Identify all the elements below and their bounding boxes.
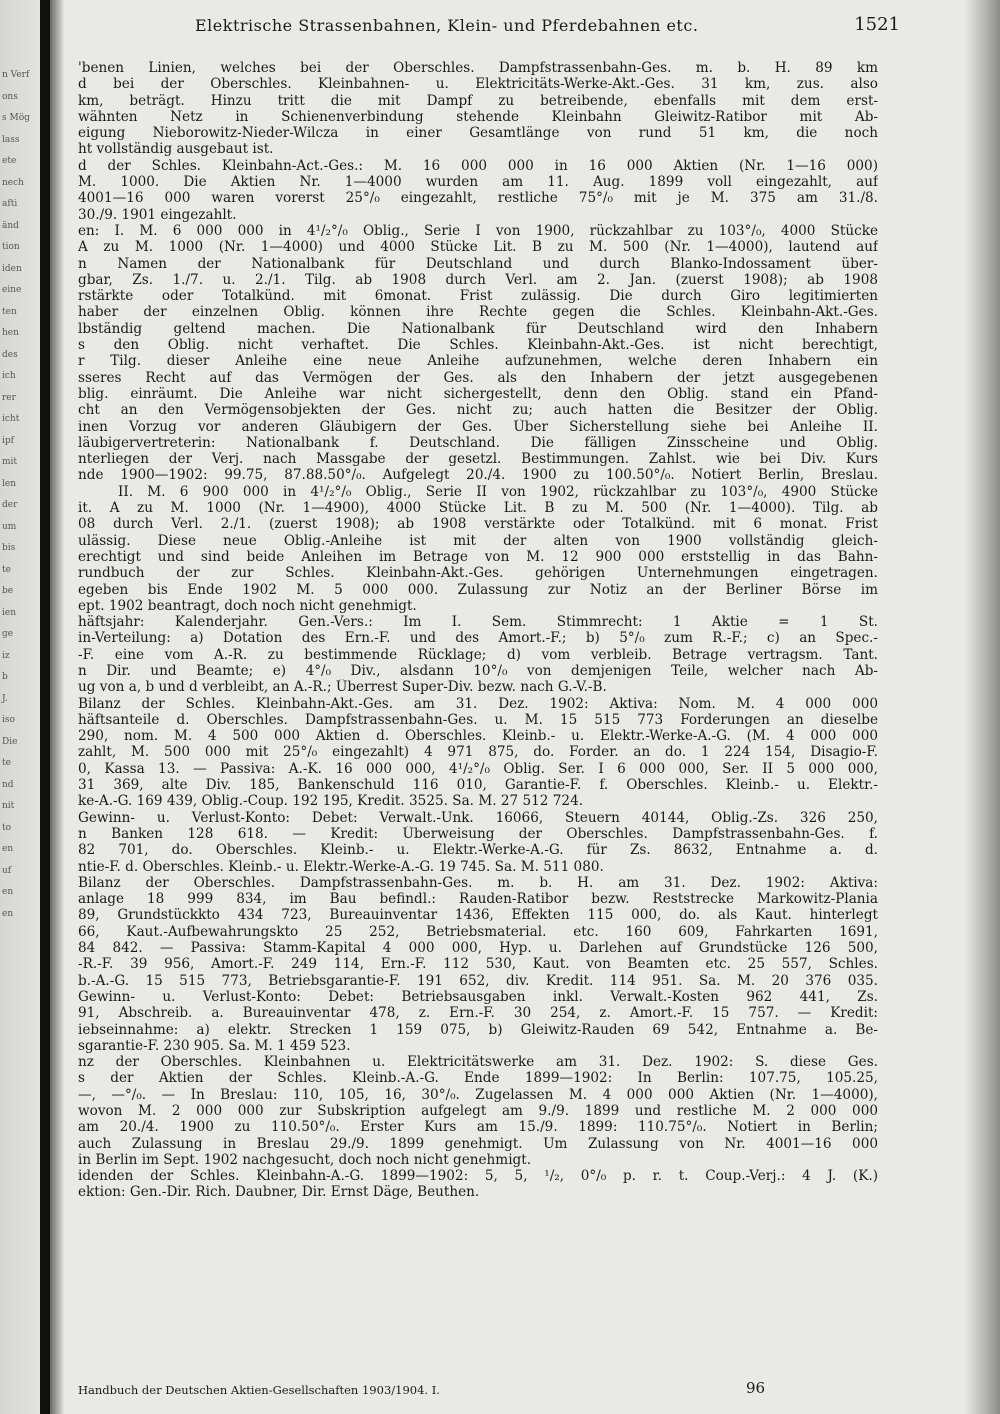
left-margin-bleed [0, 0, 40, 1414]
text-line: auch Zulassung in Breslau 29./9. 1899 genehmigt. Um Zulassung von Nr. 4001—16 000 [78, 1135, 878, 1152]
text-line: lbständig geltend machen. Die Nationalbank für Deutschland wird den Inhabern [78, 320, 878, 337]
text-line: wähnten Netz in Schienenverbindung stehende Kleinbahn Gleiwitz-Ratibor mit Ab- [78, 108, 878, 125]
text-line: n Dir. und Beamte; e) 4°/₀ Div., alsdann 10°/₀ von demjenigen Teile, welcher nach Ab- [78, 662, 878, 679]
margin-fragment: der [2, 500, 18, 510]
text-line: inen Vorzug vor anderen Gläubigern der Ges. Über Sicherstellung siehe bei Anleihe II. [78, 418, 878, 435]
margin-fragment: änd [2, 220, 19, 231]
text-line: km, beträgt. Hinzu tritt die mit Dampf zu betreibende, ebenfalls mit dem erst- [78, 92, 878, 109]
text-line: in-Verteilung: a) Dotation des Ern.-F. und des Amort.-F.; b) 5°/₀ zum R.-F.; c) an Spec.- [78, 630, 878, 647]
margin-fragment: en [2, 887, 14, 897]
text-line: r Tilg. dieser Anleihe eine neue Anleihe aufzunehmen, welche deren Inhabern ein [78, 353, 878, 370]
margin-fragment: ien [2, 607, 17, 618]
text-line: ug von a, b und d verbleibt, an A.-R.; Überrest Super-Div. bezw. nach G.-V.-B. [78, 679, 607, 696]
text-line: iebseinnahme: a) elektr. Strecken 1 159 075, b) Gleiwitz-Rauden 69 542, Entnahme a. Be- [78, 1021, 878, 1038]
text-line: Gewinn- u. Verlust-Konto: Debet: Verwalt.-Unk. 16066, Steuern 40144, Oblig.-Zs. 326 250, [78, 809, 878, 826]
margin-fragment: te [2, 758, 11, 768]
margin-fragment: be [2, 586, 14, 596]
margin-fragment: tion [2, 242, 20, 252]
margin-fragment: iz [2, 650, 10, 661]
margin-fragment: J. [2, 693, 8, 704]
margin-fragment: uf [2, 865, 12, 876]
text-line: in Berlin im Sept. 1902 nachgesucht, doch noch nicht genehmigt. [78, 1151, 532, 1168]
text-line: blig. einräumt. Die Anleihe war nicht sichergestellt, denn den Oblig. stand ein Pfand- [78, 385, 878, 402]
margin-fragment: ich [2, 371, 16, 381]
text-line: it. A zu M. 1000 (Nr. 1—4900), 4000 Stücke Lit. B zu M. 500 (Nr. 1—4000). Tilg. ab [78, 500, 878, 517]
margin-fragment: to [2, 822, 12, 833]
text-line: sgarantie-F. 230 905. Sa. M. 1 459 523. [78, 1037, 351, 1054]
text-line: —, —°/₀. — In Breslau: 110, 105, 16, 30°/₀. Zugelassen M. 4 000 000 Aktien (Nr. 1—4000), [78, 1086, 878, 1103]
text-line: 08 durch Verl. 2./1. (zuerst 1908); ab 1908 verstärkte oder Totalkünd. mit 6 monat. Frist [78, 516, 878, 533]
text-line: d bei der Oberschles. Kleinbahnen- u. Elektricitäts-Werke-Akt.-Ges. 31 km, zus. also [78, 76, 878, 93]
margin-fragment: iso [2, 715, 15, 725]
text-line: n Banken 128 618. — Kredit: Überweisung der Oberschles. Dampfstrassenbahn-Ges. f. [78, 825, 878, 842]
text-line: rundbuch der zur Schles. Kleinbahn-Akt.-Ges. gehörigen Unternehmungen eingetragen. [78, 565, 878, 582]
signature-mark: 96 [746, 1379, 766, 1397]
text-line: Gewinn- u. Verlust-Konto: Debet: Betriebsausgaben inkl. Verwalt.-Kosten 962 441, Zs. [78, 988, 878, 1005]
text-line: ke-A.-G. 169 439, Oblig.-Coup. 192 195, Kredit. 3525. Sa. M. 27 512 724. [78, 793, 584, 810]
text-line: haber der einzelnen Oblig. können ihre Rechte gegen die Schles. Kleinbahn-Akt.-Ges. [78, 304, 878, 321]
text-line: ntie-F. d. Oberschles. Kleinb.- u. Elektr.-Werke-A.-G. 19 745. Sa. M. 511 080. [78, 858, 604, 875]
text-line: ept. 1902 beantragt, doch noch nicht genehmigt. [78, 597, 417, 614]
text-line: anlage 18 999 834, im Bau befindl.: Rauden-Ratibor bezw. Reststrecke Markowitz-Plania [78, 891, 878, 908]
footer-reference: Handbuch der Deutschen Aktien-Gesellschaften 1903/1904. I. [78, 1383, 440, 1397]
gutter-shadow [50, 0, 64, 1414]
margin-fragment: eine [2, 285, 22, 295]
text-line: cht an den Vermögensobjekten der Ges. nicht zu; auch hatten die Besitzer der Oblig. [78, 402, 878, 419]
margin-fragment: nech [2, 177, 24, 188]
text-line: egeben bis Ende 1902 M. 5 000 000. Zulassung zur Notiz an der Berliner Börse im [78, 581, 878, 598]
book-gutter [40, 0, 50, 1414]
margin-fragment: nit [2, 801, 15, 811]
text-line: M. 1000. Die Aktien Nr. 1—4000 wurden am 11. Aug. 1899 voll eingezahlt, auf [78, 174, 878, 191]
text-line: II. M. 6 900 000 in 4¹/₂°/₀ Oblig., Serie II von 1902, rückzahlbar zu 103°/₀, 4900 Stücke [118, 483, 878, 500]
text-line: am 20./4. 1900 zu 110.50°/₀. Erster Kurs am 15./9. 1899: 110.75°/₀. Notiert in Berlin; [78, 1119, 878, 1136]
page-number: 1521 [854, 14, 900, 35]
text-line: ulässig. Diese neue Oblig.-Anleihe ist mit der alten von 1900 vollständig gleich- [78, 532, 878, 549]
margin-fragment: bis [2, 543, 16, 553]
text-line: sseres Recht auf das Vermögen der Ges. als den Inhabern der jetzt ausgegebenen [78, 369, 878, 386]
margin-fragment: iden [2, 263, 22, 274]
text-line: eigung Nieborowitz-Nieder-Wilcza in einer Gesamtlänge von rund 51 km, die noch [78, 125, 878, 142]
margin-fragment: Die [2, 736, 18, 747]
margin-fragment: nd [2, 779, 14, 790]
margin-fragment: te [2, 564, 11, 575]
margin-fragment: icht [2, 414, 20, 424]
text-line: Bilanz der Schles. Kleinbahn-Akt.-Ges. am 31. Dez. 1902: Aktiva: Nom. M. 4 000 000 [78, 695, 878, 712]
text-line: 'benen Linien, welches bei der Oberschles. Dampfstrassenbahn-Ges. m. b. H. 89 km [78, 60, 878, 76]
text-line: erechtigt und sind beide Anleihen im Betrage von M. 12 900 000 erststellig in das Bahn- [78, 548, 878, 565]
margin-fragment: ete [2, 156, 17, 166]
text-line: 0, Kassa 13. — Passiva: A.-K. 16 000 000, 4¹/₂°/₀ Oblig. Ser. I 6 000 000, Ser. II 5 000 000, [78, 760, 878, 777]
text-line: Bilanz der Oberschles. Dampfstrassenbahn-Ges. m. b. H. am 31. Dez. 1902: Aktiva: [78, 874, 878, 891]
text-line: nz der Oberschles. Kleinbahnen u. Elektricitätswerke am 31. Dez. 1902: S. diese Ges. [78, 1054, 878, 1071]
margin-fragment: len [2, 478, 17, 489]
text-line: d der Schles. Kleinbahn-Act.-Ges.: M. 16 000 000 in 16 000 Aktien (Nr. 1—16 000) [78, 157, 878, 174]
text-line: -F. eine vom A.-R. zu bestimmende Rücklage; d) vom verbleib. Betrage vertragsm. Tant. [78, 646, 878, 663]
margin-fragment: des [2, 349, 18, 360]
margin-fragment: en [2, 908, 14, 919]
text-line: zahlt, M. 500 000 mit 25°/₀ eingezahlt) 4 971 875, do. Forder. an do. 1 224 154, Disagio-F. [78, 744, 878, 761]
margin-fragment: s Mög [2, 113, 30, 123]
text-line: gbar, Zs. 1./7. u. 2./1. Tilg. ab 1908 durch Verl. am 2. Jan. (zuerst 1908); ab 1908 [78, 271, 878, 288]
text-line: b.-A.-G. 15 515 773, Betriebsgarantie-F. 191 652, div. Kredit. 114 951. Sa. M. 20 376 035. [78, 972, 878, 989]
text-line: 290, nom. M. 4 500 000 Aktien d. Oberschles. Kleinb.- u. Elektr.-Werke-A.-G. (M. 4 000 000 [78, 728, 878, 745]
text-line: 31 369, alte Div. 185, Bankenschuld 116 010, Garantie-F. f. Oberschles. Kleinb.- u. Elektr.- [78, 777, 878, 794]
margin-fragment: ipf [2, 435, 14, 446]
text-line: ektion: Gen.-Dir. Rich. Daubner, Dir. Ernst Däge, Beuthen. [78, 1184, 480, 1201]
text-line: rstärkte oder Totalkünd. mit 6monat. Frist zulässig. Die durch Giro legitimierten [78, 288, 878, 305]
page-header [90, 10, 900, 40]
margin-fragment: rer [2, 392, 16, 403]
text-line: s den Oblig. nicht verhaftet. Die Schles. Kleinbahn-Akt.-Ges. ist nicht berechtigt, [78, 337, 878, 354]
text-line: s der Aktien der Schles. Kleinb.-A.-G. Ende 1899—1902: In Berlin: 107.75, 105.25, [78, 1070, 878, 1087]
text-line: 66, Kaut.-Aufbewahrungskto 25 252, Betriebsmaterial. etc. 160 609, Fahrkarten 1691, [78, 923, 878, 940]
margin-fragment: afti [2, 199, 18, 209]
text-line: 82 701, do. Oberschles. Kleinb.- u. Elektr.-Werke-A.-G. für Zs. 8632, Entnahme a. d. [78, 842, 878, 859]
margin-fragment: um [2, 521, 17, 532]
text-line: nterliegen der Verj. nach Massgabe der gesetzl. Bestimmungen. Zahlst. wie bei Div. Kurs [78, 451, 878, 468]
text-line: 4001—16 000 waren vorerst 25°/₀ eingezahlt, restliche 75°/₀ mit je M. 375 am 31./8. [78, 190, 878, 207]
margin-fragment: ons [2, 91, 18, 102]
text-line: -R.-F. 39 956, Amort.-F. 249 114, Ern.-F. 112 530, Kaut. von Beamten etc. 25 557, Schles. [78, 956, 878, 973]
page-footer [78, 1379, 878, 1403]
margin-fragment: hen [2, 328, 19, 338]
text-line: n Namen der Nationalbank für Deutschland und durch Blanko-Indossament über- [78, 255, 878, 272]
right-page-edge [964, 0, 1000, 1414]
text-line: ht vollständig ausgebaut ist. [78, 141, 274, 158]
text-line: en: I. M. 6 000 000 in 4¹/₂°/₀ Oblig., Serie I von 1900, rückzahlbar zu 103°/₀, 4000 Stücke [78, 222, 878, 239]
text-line: A zu M. 1000 (Nr. 1—4000) und 4000 Stücke Lit. B zu M. 500 (Nr. 1—4000), lautend auf [78, 239, 878, 256]
margin-fragment: mit [2, 457, 18, 467]
body-text [78, 60, 878, 1201]
margin-fragment: en [2, 844, 14, 854]
margin-fragment: ten [2, 306, 17, 317]
margin-fragment: b [2, 672, 8, 682]
text-line: 89, Grundstückkto 434 723, Bureauinventar 1436, Effekten 115 000, do. als Kaut. hinterlegt [78, 907, 878, 924]
text-line: 30./9. 1901 eingezahlt. [78, 206, 237, 223]
text-line: 84 842. — Passiva: Stamm-Kapital 4 000 000, Hyp. u. Darlehen auf Grundstücke 126 500, [78, 940, 878, 957]
text-line: läubigervertreterin: Nationalbank f. Deutschland. Die fälligen Zinsscheine und Oblig. [78, 434, 878, 451]
text-line: 91, Abschreib. a. Bureauinventar 478, z. Ern.-F. 30 254, z. Amort.-F. 15 757. — Kredit: [78, 1005, 878, 1022]
text-line: häftsanteile d. Oberschles. Dampfstrassenbahn-Ges. u. M. 15 515 773 Forderungen an dieselbe [78, 711, 878, 728]
text-line: wovon M. 2 000 000 zur Subskription aufgelegt am 9./9. 1899 und restliche M. 2 000 000 [78, 1103, 878, 1119]
running-head: Elektrische Strassenbahnen, Klein- und Pferdebahnen etc. [195, 16, 699, 35]
text-line: häftsjahr: Kalenderjahr. Gen.-Vers.: Im I. Sem. Stimmrecht: 1 Aktie = 1 St. [78, 614, 878, 631]
margin-fragment: lass [2, 134, 20, 145]
text-line: idenden der Schles. Kleinbahn-A.-G. 1899—1902: 5, 5, ¹/₂, 0°/₀ p. r. t. Coup.-Verj.: 4 J. (K.) [78, 1168, 878, 1185]
margin-fragment: n Verf [2, 70, 30, 80]
margin-fragment: ge [2, 629, 14, 639]
text-line: nde 1900—1902: 99.75, 87.88.50°/₀. Aufgelegt 20./4. 1900 zu 100.50°/₀. Notiert Berlin, Breslau. [78, 467, 878, 484]
